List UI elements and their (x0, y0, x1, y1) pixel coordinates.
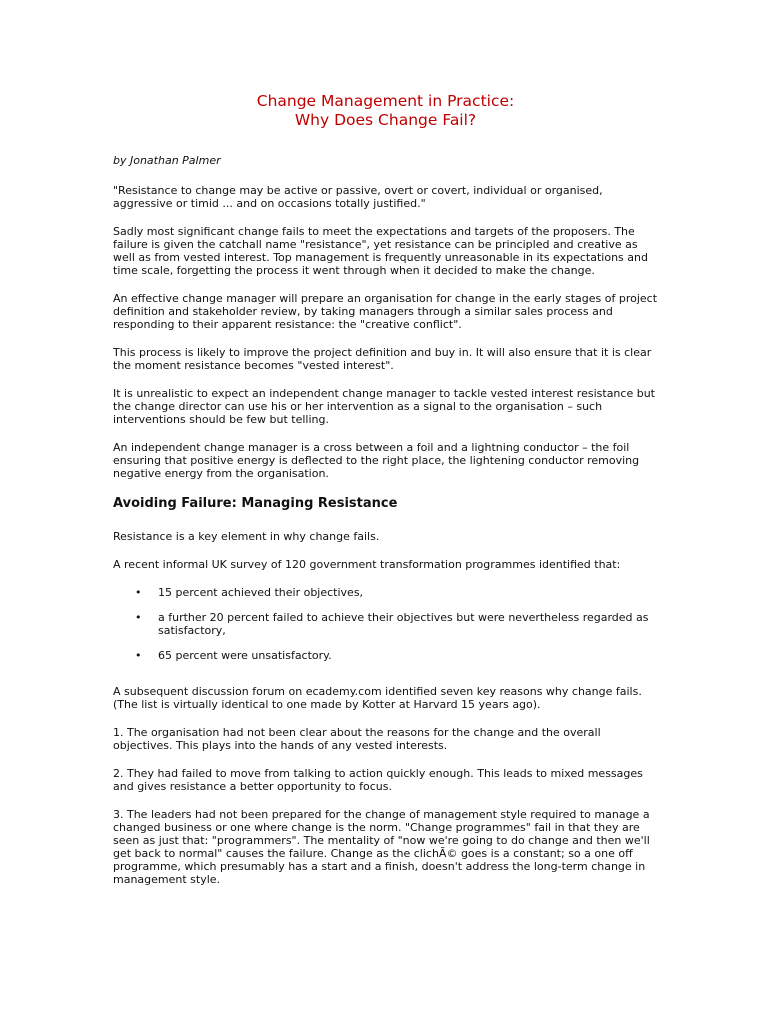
intro-paragraph-2: An effective change manager will prepare an organisation for change in the early stages of project definition and stakeholder review, by taking managers through a similar sales process and responding to their apparent resistance: the "creative conflict". (113, 292, 658, 331)
intro-paragraph-4: It is unrealistic to expect an independent change manager to tackle vested interest resistance but the change director can use his or her intervention as a signal to the organisation – such interventions should be few but telling. (113, 387, 655, 426)
bullet-icon: • (135, 649, 142, 662)
list-item-text: 15 percent achieved their objectives, (158, 586, 364, 599)
forum-paragraph: A subsequent discussion forum on ecademy.com identified seven key reasons why change fails. (The list is virtually identical to one made by Kotter at Harvard 15 years ago). (113, 685, 642, 711)
section-paragraph-2: A recent informal UK survey of 120 government transformation programmes identified that: (113, 558, 621, 571)
reason-1-paragraph: 1. The organisation had not been clear about the reasons for the change and the overall objectives. This plays into the hands of any vested interests. (113, 726, 601, 752)
title-line-1: Change Management in Practice: (256, 92, 515, 110)
document-content (113, 92, 658, 901)
section-heading: Avoiding Failure: Managing Resistance (113, 496, 398, 511)
list-item-text: a further 20 percent failed to achieve their objectives but were nevertheless regarded as satisfactory, (158, 611, 649, 637)
document-title (113, 92, 658, 130)
intro-paragraph-1: Sadly most significant change fails to meet the expectations and targets of the proposers. The failure is given the catchall name "resistance", yet resistance can be principled and creative as well as from vested interest. Top management is frequently unreasonable in its expectations and time scale, forgetting the process it went through when it decided to make the change. (113, 225, 648, 277)
title-line-2: Why Does Change Fail? (294, 111, 477, 129)
bullet-icon: • (135, 586, 142, 599)
survey-results-list (113, 586, 658, 662)
reason-2-paragraph: 2. They had failed to move from talking to action quickly enough. This leads to mixed messages and gives resistance a better opportunity to focus. (113, 767, 643, 793)
intro-paragraph-3: This process is likely to improve the project definition and buy in. It will also ensure that it is clear the moment resistance becomes "vested interest". (113, 346, 652, 372)
intro-paragraph-5: An independent change manager is a cross between a foil and a lightning conductor – the foil ensuring that positive energy is deflected to the right place, the lightening conductor removing negative energy from the organisation. (113, 441, 640, 480)
list-item (113, 649, 658, 662)
reason-3-paragraph: 3. The leaders had not been prepared for the change of management style required to manage a changed business or one where change is the norm. "Change programmes" fail in that they are seen as just that: "programmers". The mentality of "now we're going to do change and then we'll get back to normal" causes the failure. Change as the clichÃ© goes is a constant; so a one off programme, which presumably has a start and a finish, doesn't address the long-term change in management style. (113, 808, 650, 886)
list-item (113, 586, 658, 599)
bullet-icon: • (135, 611, 142, 624)
intro-quote: "Resistance to change may be active or passive, overt or covert, individual or organised, aggressive or timid ... and on occasions totally justified." (113, 184, 603, 210)
list-item-text: 65 percent were unsatisfactory. (158, 649, 332, 662)
section-paragraph-1: Resistance is a key element in why change fails. (113, 530, 380, 543)
list-item (113, 611, 658, 637)
author-byline: by Jonathan Palmer (113, 154, 221, 167)
